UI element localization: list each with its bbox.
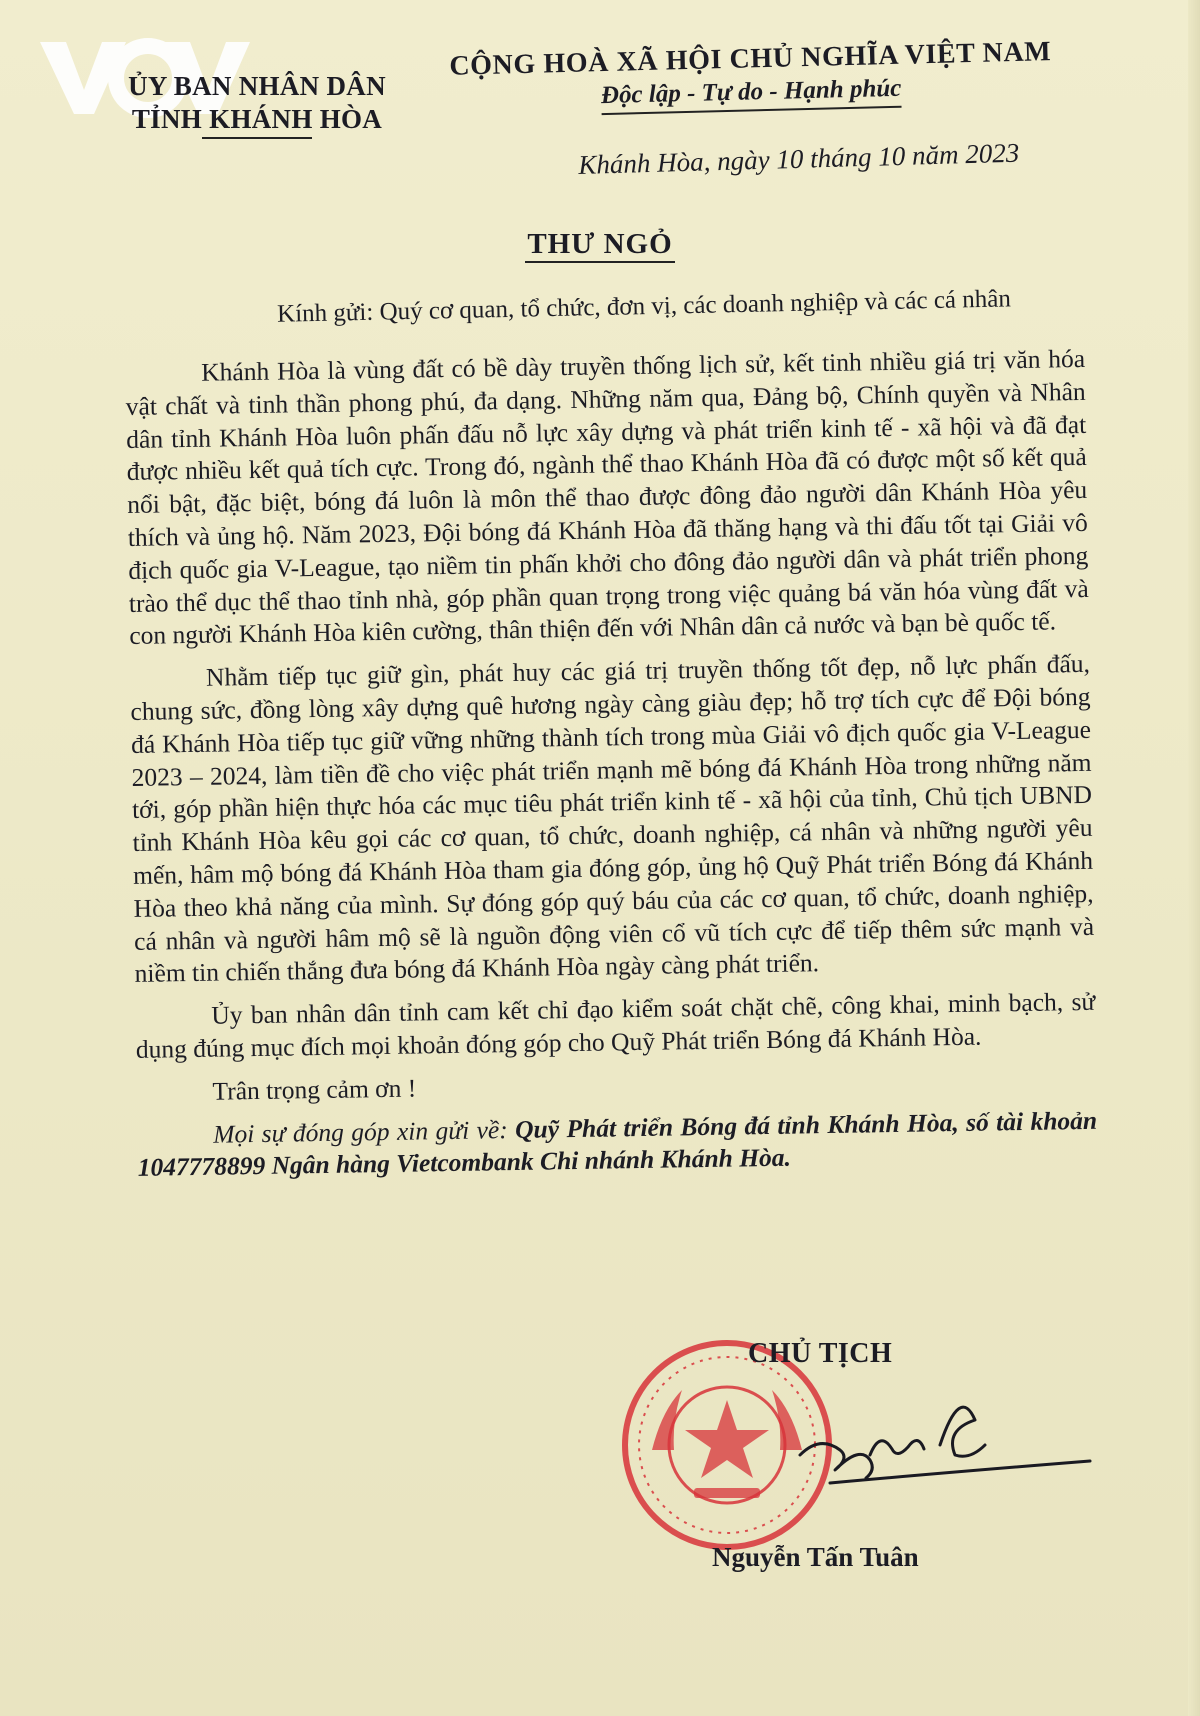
agency-header — [112, 70, 402, 136]
letter-title-text: THƯ NGỎ — [525, 228, 674, 263]
donation-note — [137, 1104, 1098, 1185]
letter-date: Khánh Hòa, ngày 10 tháng 10 năm 2023 — [578, 137, 1020, 180]
letter-title — [0, 228, 1200, 261]
donation-account-info: Quỹ Phát triển Bóng đá tỉnh Khánh Hòa, số tài khoản 1047778899 Ngân hàng Vietcombank Chi nhánh Khánh Hòa. — [137, 1105, 1098, 1183]
agency-line-2: TỈNH KHÁNH HÒA — [131, 104, 383, 134]
letter-body — [125, 343, 1098, 1195]
nation-name: CỘNG HOÀ XÃ HỘI CHỦ NGHĨA VIỆT NAM — [449, 36, 1052, 82]
national-motto: Độc lập - Tự do - Hạnh phúc — [601, 73, 902, 115]
agency-line-1: ỦY BAN NHÂN DÂN — [128, 71, 386, 101]
agency-underline — [202, 137, 312, 139]
signer-role: CHỦ TỊCH — [748, 1338, 893, 1369]
paragraph-1: Khánh Hòa là vùng đất có bề dày truyền thống lịch sử, kết tinh nhiều giá trị văn hóa vật chất và tinh thần phong phú, đa dạng. Những năm qua, Đảng bộ, Chính quyền và Nhân dân tỉnh Khánh Hòa luôn phấn đấu nỗ lực xây dựng và phát triển kinh tế - xã hội và đã đạt được nhiều kết quả tích cực. Trong đó, ngành thể thao Khánh Hòa đã có được một số kết quả nổi bật, đặc biệt, bóng đá luôn là môn thể thao được đông đảo người dân Khánh Hòa yêu thích và ủng hộ. Năm 2023, Đội bóng đá Khánh Hòa đã thăng hạng và thi đấu tốt tại Giải vô địch quốc gia V-League, tạo niềm tin phấn khởi cho đông đảo người dân và phát triển phong trào thể dục thể thao tỉnh nhà, góp phần quan trọng trong việc quảng bá văn hóa vùng đất và con người Khánh Hòa kiên cường, thân thiện đến với Nhân dân cả nước và bạn bè quốc tế. — [125, 343, 1089, 651]
thanks-line: Trân trọng cảm ơn ! — [212, 1073, 417, 1106]
recipient-line: Kính gửi: Quý cơ quan, tổ chức, đơn vị, các doanh nghiệp và các cá nhân — [276, 285, 1012, 328]
signer-name: Nguyễn Tấn Tuân — [712, 1542, 919, 1572]
handwritten-signature — [790, 1385, 1100, 1505]
paragraph-3: Ủy ban nhân dân tỉnh cam kết chỉ đạo kiểm soát chặt chẽ, công khai, minh bạch, sử dụng đúng mục đích mọi khoản đóng góp cho Quỹ Phát triển Bóng đá Khánh Hòa. — [135, 986, 1096, 1064]
donation-note-prefix: Mọi sự đóng góp xin gửi về: — [212, 1114, 516, 1149]
paragraph-2: Nhằm tiếp tục giữ gìn, phát huy các giá trị truyền thống tốt đẹp, nỗ lực phấn đấu, chung sức, đồng lòng xây dựng quê hương ngày càng giàu đẹp; hỗ trợ tích cực để Đội bóng đá Khánh Hòa tiếp tục giữ vững những thành tích trong mùa Giải vô địch quốc gia V-League 2023 – 2024, làm tiền đề cho việc phát triển mạnh mẽ bóng đá Khánh Hòa trong những năm tới, góp phần hiện thực hóa các mục tiêu phát triển kinh tế - xã hội của tỉnh, Chủ tịch UBND tỉnh Khánh Hòa kêu gọi các cơ quan, tổ chức, doanh nghiệp, cá nhân và những người yêu mến, hâm mộ bóng đá Khánh Hòa tham gia đóng góp, ủng hộ Quỹ Phát triển Bóng đá Khánh Hòa theo khả năng của mình. Sự đóng góp quý báu của các cơ quan, tổ chức, doanh nghiệp, cá nhân và người hâm mộ sẽ là nguồn động viên cổ vũ tích cực để tiếp thêm sức mạnh và niềm tin chiến thắng đưa bóng đá Khánh Hòa ngày càng phát triển. — [130, 649, 1095, 989]
